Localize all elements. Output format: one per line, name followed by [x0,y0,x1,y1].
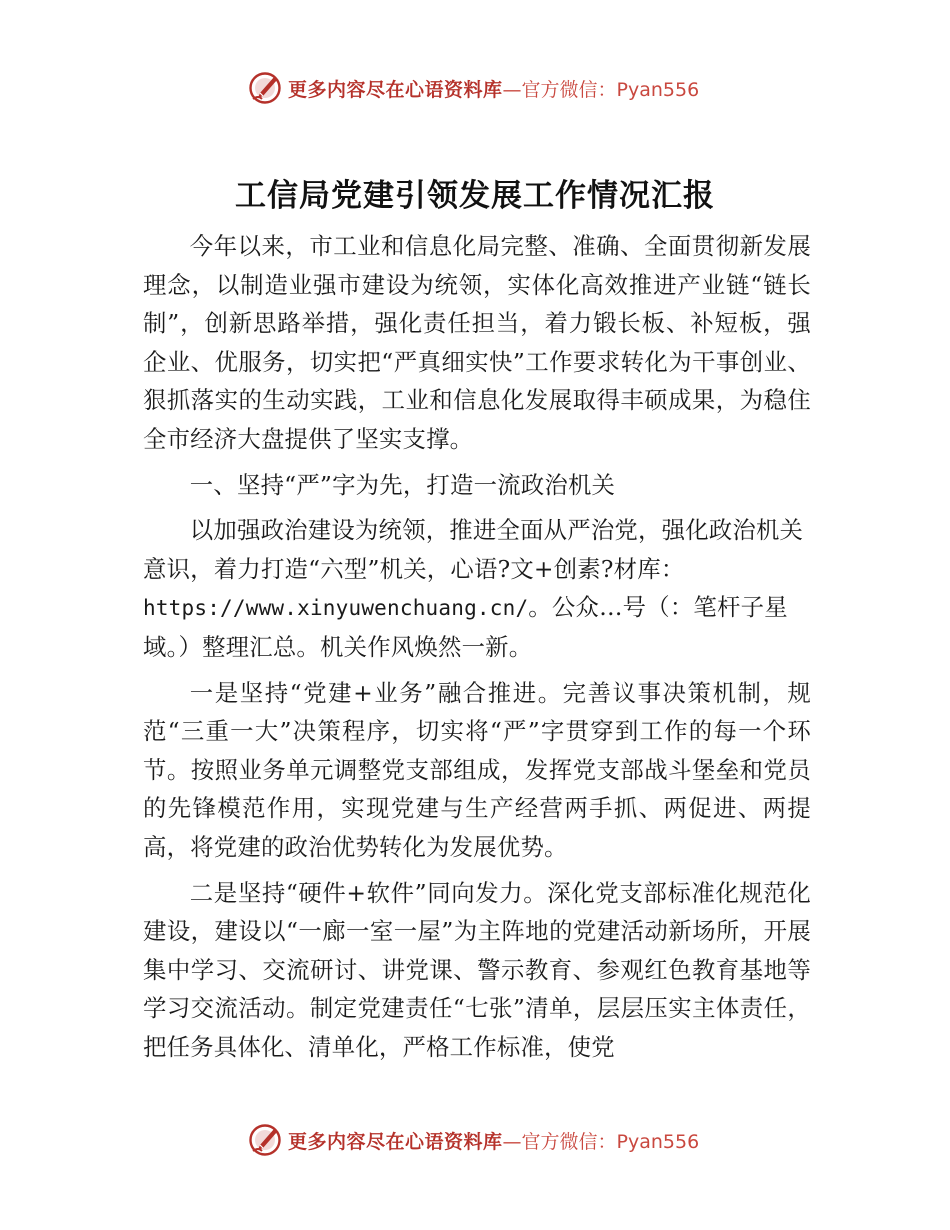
paragraph-url: https://www.xinyuwenchuang.cn/ [143,596,529,621]
paragraph-point-2: 二是坚持“硬件+软件”同向发力。深化党支部标准化规范化建设，建设以“一廊一室一屋”为主阵地的党建活动新场所，开展集中学习、交流研讨、讲党课、警示教育、参观红色教育基地等学习交流活动。制定党建责任“七张”清单，层层压实主体责任，把任务具体化、清单化，严格工作标准，使党 [143,878,811,1061]
paragraph-section-1-tail: 。公众…号（：笔杆子星域。）整理汇总。机关作风焕然一新。 [143,593,788,661]
paragraph-point-1: 一是坚持“党建+业务”融合推进。完善议事决策机制，规范“三重一大”决策程序，切实将“严”字贯穿到工作的每一个环节。按照业务单元调整党支部组成，发挥党支部战斗堡垒和党员的先锋模范作用，实现党建与生产经营两手抓、两促进、两提高，将党建的政治优势转化为发展优势。 [143,678,811,861]
paragraph-section-1-text: 以加强政治建设为统领，推进全面从严治党，强化政治机关意识，着力打造“六型”机关，心语?文+创素?材库： [143,516,804,583]
banner-slogan: 更多内容尽在心语资料库 [288,1130,503,1153]
banner-contact: —官方微信：Pyan556 [502,1130,700,1153]
quill-pen-seal-icon [248,71,282,105]
header-banner [248,68,699,108]
quill-pen-seal-icon [248,1123,282,1157]
paragraph-section-1 [143,511,811,666]
banner-slogan: 更多内容尽在心语资料库 [288,78,503,101]
document-title: 工信局党建引领发展工作情况汇报 [235,178,715,214]
paragraph-intro: 今年以来，市工业和信息化局完整、准确、全面贯彻新发展理念，以制造业强市建设为统领，实体化高效推进产业链“链长制”，创新思路举措，强化责任担当，着力锻长板、补短板，强企业、优服务，切实把“严真细实快”工作要求转化为干事创业、狠抓落实的生动实践，工业和信息化发展取得丰硕成果，为稳住全市经济大盘提供了坚实支撑。 [143,232,811,453]
section-heading-1: 一、坚持“严”字为先，打造一流政治机关 [189,470,616,499]
document-body [143,227,811,1066]
footer-banner [248,1120,699,1160]
banner-contact: —官方微信：Pyan556 [502,78,700,101]
